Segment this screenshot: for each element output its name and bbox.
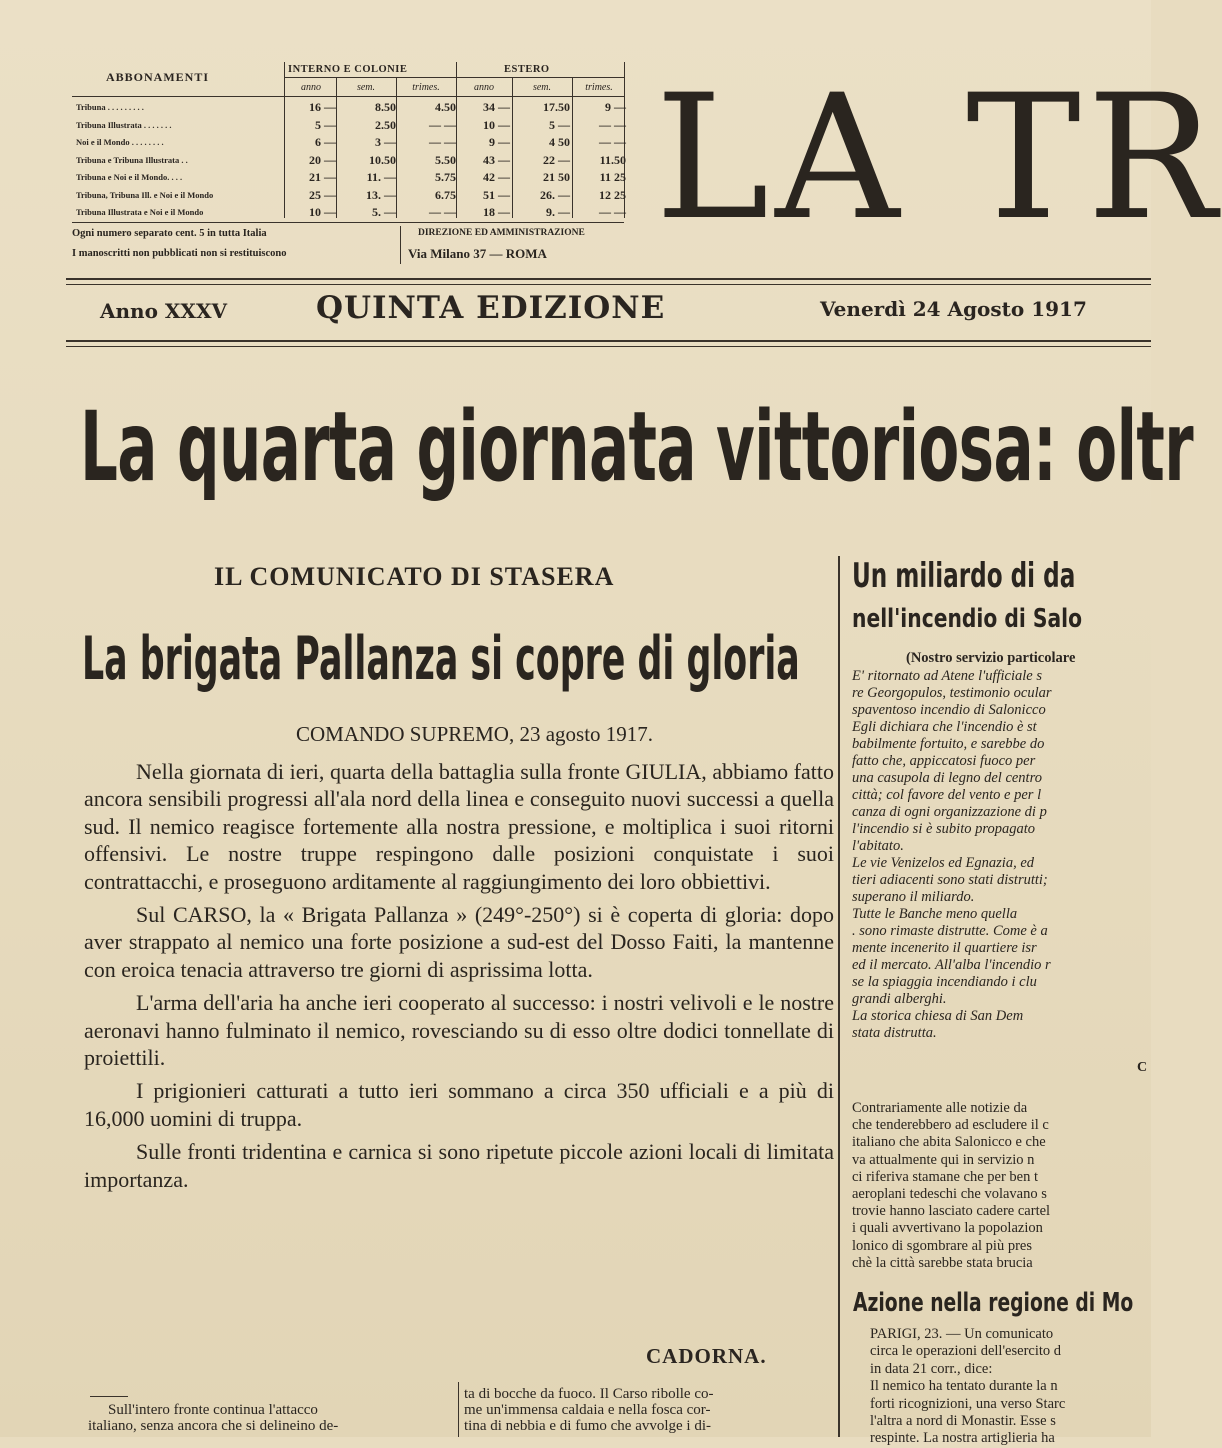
subscription-price: 3 — bbox=[375, 135, 396, 149]
text-line: E' ritornato ad Atene l'ufficiale s bbox=[852, 668, 1042, 684]
text-line: tieri adiacenti sono stati distrutti; bbox=[852, 872, 1048, 888]
subscription-row-label: Noi e il Mondo . . . . . . . . bbox=[76, 137, 164, 147]
text-line: babilmente fortuito, e sarebbe do bbox=[852, 736, 1045, 752]
subscription-price: 9 — bbox=[605, 100, 626, 114]
subscription-price: 12 25 bbox=[599, 187, 626, 202]
subscription-price: 51 — bbox=[483, 187, 510, 202]
subscription-price: — — bbox=[429, 135, 456, 149]
subscription-price: — — bbox=[429, 117, 456, 132]
subscription-price: 10 — bbox=[309, 205, 336, 219]
text-line: Contrariamente alle notizie da bbox=[852, 1100, 1028, 1116]
col-header-4: anno bbox=[474, 82, 494, 93]
subscription-price: 18 — bbox=[483, 205, 510, 219]
article-paragraph: Nella giornata di ieri, quarta della battaglia sulla fronte GIULIA, abbiamo fatto ancora sensibili progressi all'ala nord della linea e conseguito nuovi successi a quella sud. Il nemico reagisce fortemente alla nostra pressione, e moltiplica i suoi ritorni offensivi. Le nostre truppe respingono dalle posizioni conquistate i suoi contrattacchi, e proseguono arditamente al raggiungimento dei loro obbiettivi. bbox=[84, 759, 834, 894]
text-line: fatto che, appiccatosi fuoco per bbox=[852, 753, 1036, 769]
subscription-price: 21 50 bbox=[543, 170, 570, 184]
article-body bbox=[84, 758, 834, 1199]
edition-year: Anno XXXV bbox=[100, 299, 227, 323]
article-title: La brigata Pallanza si copre di gloria bbox=[82, 624, 800, 694]
right-article-italic-text bbox=[852, 668, 1172, 1042]
group-header-interno: INTERNO E COLONIE bbox=[288, 64, 408, 75]
direction-address-title: DIREZIONE ED AMMINISTRAZIONE bbox=[418, 228, 585, 238]
subscription-price: 34 — bbox=[483, 100, 510, 114]
subscription-price: — — bbox=[429, 205, 456, 219]
article-paragraph: Sulle fronti tridentina e carnica si sono ripetute piccole azioni locali di limitata importanza. bbox=[84, 1139, 834, 1192]
subscription-price: 11 25 bbox=[599, 170, 626, 184]
col-header-6: trimes. bbox=[585, 82, 613, 93]
article-paragraph: I prigionieri catturati a tutto ieri sommano a circa 350 ufficiali e a più di 16,000 uomini di truppa. bbox=[84, 1078, 834, 1131]
subscription-price: 11.50 bbox=[599, 152, 626, 167]
subscription-row-label: Tribuna . . . . . . . . . bbox=[76, 102, 144, 112]
right-article-plain-text bbox=[852, 1100, 1172, 1272]
article-signature: CADORNA. bbox=[646, 1344, 767, 1368]
subscription-row-label: Tribuna, Tribuna Ill. e Noi e il Mondo bbox=[76, 189, 214, 200]
right-article-subtitle: nell'incendio di Salo bbox=[852, 604, 1083, 634]
lower-left-text: Sull'intero fronte continua l'attacco italiano, senza ancora che si delineino de- bbox=[88, 1402, 339, 1434]
right-second-text bbox=[870, 1326, 1170, 1448]
article-paragraph: L'arma dell'aria ha anche ieri cooperato al successo: i nostri velivoli e le nostre aeronavi hanno fulminato il nemico, rovesciando su di esso oltre dodici tonnellate di proiettili. bbox=[84, 990, 834, 1071]
col-header-5: sem. bbox=[532, 82, 552, 93]
text-line: italiano che abita Salonicco e che bbox=[852, 1134, 1046, 1151]
main-headline: La quarta giornata vittoriosa: oltr bbox=[80, 391, 1193, 503]
subscription-price: — — bbox=[599, 117, 626, 132]
text-line: grandi alberghi. bbox=[852, 991, 947, 1007]
right-article-title: Un miliardo di da bbox=[852, 556, 1076, 596]
text-line: stata distrutta. bbox=[852, 1025, 937, 1041]
edition-name: QUINTA EDIZIONE bbox=[316, 290, 666, 326]
col-header-2: sem. bbox=[356, 82, 376, 93]
subscription-price: 5. — bbox=[372, 205, 396, 219]
subscription-row-label: Tribuna e Noi e il Mondo. . . . bbox=[76, 172, 183, 182]
text-line: che tenderebbero ad escludere il c bbox=[852, 1117, 1049, 1134]
subscription-price: 16 — bbox=[309, 100, 336, 114]
text-line: . sono rimaste distrutte. Come è a bbox=[852, 923, 1048, 939]
text-line: l'altra a nord di Monastir. Esse s bbox=[870, 1413, 1056, 1430]
text-line: mente incenerito il quartiere isr bbox=[852, 940, 1037, 956]
subscription-price: — — bbox=[599, 205, 626, 219]
subscription-price: 6 — bbox=[315, 135, 336, 149]
subscription-price: 4 50 bbox=[549, 135, 570, 149]
text-line: spaventoso incendio di Salonicco bbox=[852, 702, 1046, 718]
text-line: circa le operazioni dell'esercito d bbox=[870, 1343, 1062, 1360]
subscription-price: 5.50 bbox=[435, 152, 456, 167]
subscription-price: 2.50 bbox=[375, 117, 396, 132]
subscription-price: 5 — bbox=[549, 117, 570, 132]
article-paragraph: Sul CARSO, la « Brigata Pallanza » (249°-250°) si è coperta di gloria: dopo aver strappato al nemico una forte posizione a sud-est del Dosso Faiti, la mantenne con eroica tenacia attraverso tre giorni di asprissima lotta. bbox=[84, 902, 834, 982]
subscription-price: 20 — bbox=[309, 152, 336, 167]
col-header-3: trimes. bbox=[412, 82, 440, 93]
lower-right-text: ta di bocche da fuoco. Il Carso ribolle co- me un'immensa caldaia e nella fosca cor- tina di nebbia e di fumo che avvolge i di- bbox=[464, 1386, 714, 1434]
text-line: in data 21 corr., dice: bbox=[870, 1360, 993, 1377]
text-line: i quali avvertivano la popolazion bbox=[852, 1220, 1043, 1237]
text-line: Tutte le Banche meno quella bbox=[852, 906, 1018, 922]
subscription-price: — — bbox=[599, 135, 626, 149]
text-line: aeroplani tedeschi che volavano s bbox=[852, 1186, 1047, 1203]
text-line: re Georgopulos, testimonio ocular bbox=[852, 685, 1052, 701]
text-line: La storica chiesa di San Dem bbox=[852, 1008, 1024, 1024]
col-header-1: anno bbox=[301, 82, 321, 93]
text-line: se la spiaggia incendiando i clu bbox=[852, 974, 1037, 990]
text-line: l'incendio si è subito propagato bbox=[852, 821, 1035, 837]
subscription-price: 10.50 bbox=[369, 152, 396, 167]
text-line: Egli dichiara che l'incendio è st bbox=[852, 719, 1037, 735]
edition-date: Venerdì 24 Agosto 1917 bbox=[820, 297, 1087, 321]
right-article-source: (Nostro servizio particolare bbox=[906, 650, 1076, 666]
text-line: canza di ogni organizzazione di p bbox=[852, 804, 1047, 820]
text-line: chè la città sarebbe stata brucia bbox=[852, 1254, 1033, 1271]
subscription-table bbox=[72, 62, 624, 272]
text-line: ed il mercato. All'alba l'incendio r bbox=[852, 957, 1051, 973]
subscription-price: 13. — bbox=[366, 187, 396, 202]
subscription-price: 6.75 bbox=[435, 187, 456, 202]
right-second-title: Azione nella regione di Mo bbox=[853, 1288, 1134, 1318]
subscription-title: ABBONAMENTI bbox=[106, 70, 210, 84]
subscription-price: 25 — bbox=[309, 187, 336, 202]
subscription-note-2: I manoscritti non pubblicati non si restituiscono bbox=[72, 248, 287, 259]
subscription-price: 9 — bbox=[489, 135, 510, 149]
text-line: PARIGI, 23. — Un comunicato bbox=[870, 1326, 1054, 1342]
text-line: ci riferiva stamane che per ben t bbox=[852, 1168, 1038, 1185]
subscription-price: 8.50 bbox=[375, 100, 396, 114]
subscription-row-label: Tribuna Illustrata e Noi e il Mondo bbox=[76, 207, 204, 217]
subscription-row-label: Tribuna Illustrata . . . . . . . bbox=[76, 119, 172, 130]
subscription-price: 22 — bbox=[543, 152, 570, 167]
article-kicker: IL COMUNICATO DI STASERA bbox=[214, 562, 615, 591]
subscription-price: 10 — bbox=[483, 117, 510, 132]
subscription-price: 9. — bbox=[546, 205, 570, 219]
subscription-price: 17.50 bbox=[543, 100, 570, 114]
subscription-price: 4.50 bbox=[435, 100, 456, 114]
subscription-price: 42 — bbox=[483, 170, 510, 184]
text-line: l'abitato. bbox=[852, 838, 904, 854]
article-dateline: COMANDO SUPREMO, 23 agosto 1917. bbox=[296, 722, 654, 746]
text-line: Le vie Venizelos ed Egnazia, ed bbox=[852, 855, 1035, 871]
subscription-price: 43 — bbox=[483, 152, 510, 167]
subscription-price: 21 — bbox=[309, 170, 336, 184]
subscription-price: 26. — bbox=[540, 187, 570, 202]
text-line: Il nemico ha tentato durante la n bbox=[870, 1378, 1058, 1395]
direction-address: Via Milano 37 — ROMA bbox=[408, 246, 547, 261]
text-line: superano il miliardo. bbox=[852, 889, 975, 905]
text-line: lonico di sgombrare al più pres bbox=[852, 1237, 1032, 1254]
text-line: una casupola di legno del centro bbox=[852, 770, 1042, 786]
text-line: città; col favore del vento e per l bbox=[852, 787, 1042, 803]
subscription-price: 11. — bbox=[366, 170, 396, 184]
group-header-estero: ESTERO bbox=[504, 64, 550, 75]
text-line: respinte. La nostra artiglieria ha bbox=[870, 1430, 1055, 1447]
subscription-price: 5 — bbox=[315, 117, 336, 132]
masthead-title: LA TR bbox=[655, 57, 1222, 258]
text-line: trovie hanno lasciato cadere cartel bbox=[852, 1203, 1051, 1220]
subscription-price: 5.75 bbox=[435, 170, 456, 184]
right-cap-letter: C bbox=[1137, 1060, 1148, 1075]
subscription-row-label: Tribuna e Tribuna Illustrata . . bbox=[76, 154, 188, 165]
subscription-note-1: Ogni numero separato cent. 5 in tutta Italia bbox=[72, 228, 267, 239]
text-line: forti ricognizioni, una verso Starc bbox=[870, 1395, 1066, 1412]
text-line: va attualmente qui in servizio n bbox=[852, 1151, 1035, 1168]
